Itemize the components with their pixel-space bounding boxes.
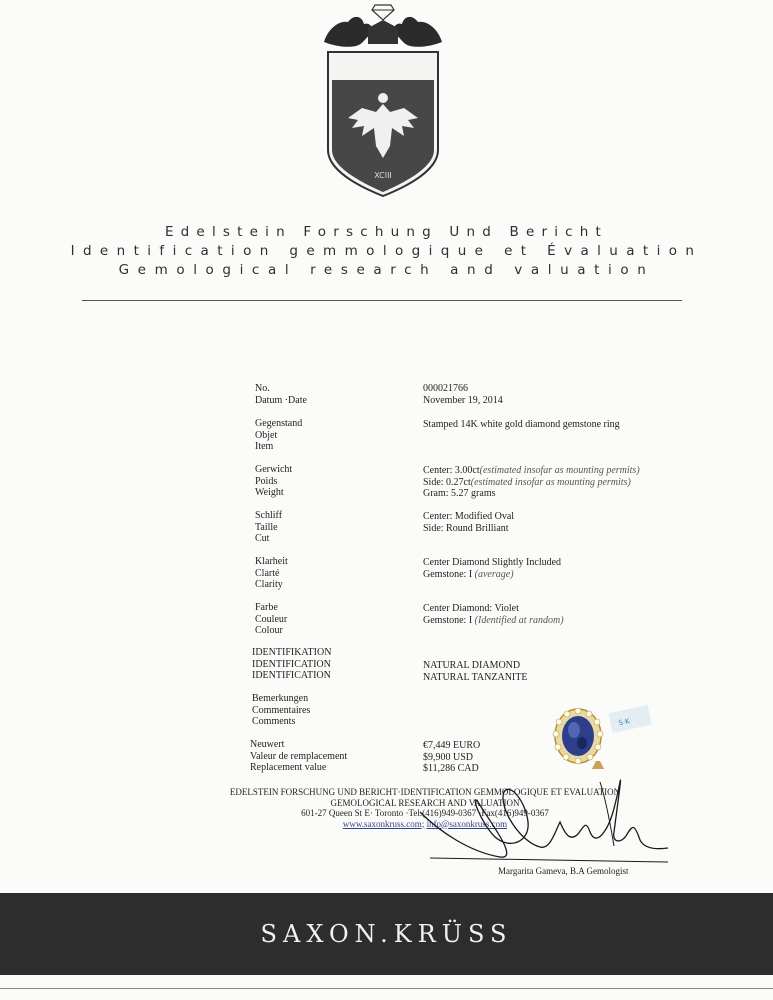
colour-center: Center Diamond: Violet — [423, 603, 519, 614]
identification-label-fr: IDENTIFICATION — [252, 658, 331, 670]
cut-side: Side: Round Brilliant — [423, 522, 509, 534]
weight-labels — [255, 464, 292, 499]
header-french: Identification gemmologique et Évaluation — [70, 243, 703, 259]
weight-label-en: Weight — [255, 487, 284, 498]
cut-label-en: Cut — [255, 533, 270, 544]
header-english: Gemological research and valuation — [118, 262, 655, 278]
colour-gemstone-note: (Identified at random) — [474, 614, 564, 626]
identification-labels — [252, 647, 331, 682]
colour-gemstone: Gemstone: I — [423, 614, 473, 626]
crest-logo — [318, 0, 448, 205]
email-link[interactable]: info@saxonkruss.com — [426, 818, 508, 829]
item-value: Stamped 14K white gold diamond gemstone ring — [423, 419, 620, 430]
cut-label-fr: Taille — [255, 521, 278, 533]
crest-numeral: XCIII — [374, 171, 392, 180]
value-usd: $9,900 USD — [423, 751, 474, 763]
footer-company-name: EDELSTEIN FORSCHUNG UND BERICHT·IDENTIFICATION GEMMOLOGIQUE ET EVALUATION — [229, 787, 621, 797]
bottom-divider — [0, 988, 773, 989]
identification-diamond: NATURAL DIAMOND — [423, 660, 521, 671]
weight-side-note: (estimated insofar as mounting permits) — [470, 476, 631, 488]
weight-values — [423, 465, 640, 500]
cut-values — [423, 511, 514, 534]
clarity-values — [423, 557, 561, 580]
clarity-center: Center Diamond Slightly Included — [423, 557, 562, 568]
weight-label-fr: Poids — [255, 475, 278, 487]
colour-label-de: Farbe — [255, 602, 278, 613]
header-german: Edelstein Forschung Und Bericht — [164, 224, 609, 240]
comments-labels — [252, 693, 310, 728]
weight-center: Center: 3.00ct — [423, 465, 480, 476]
footer-address: 601-27 Queen St E· Toronto ·Tel.(416)949-0367 ·Fax(416)949-0367 — [301, 808, 549, 818]
header-divider — [82, 300, 682, 301]
replacement-label-de: Neuwert — [250, 739, 285, 750]
replacement-label-fr: Valeur de remplacement — [250, 750, 348, 762]
item-labels — [255, 418, 302, 453]
svg-text:S·K: S·K — [617, 717, 631, 728]
weight-gram: Gram: 5.27 grams — [423, 488, 496, 499]
colour-label-fr: Couleur — [255, 613, 288, 625]
comments-label-de: Bemerkungen — [252, 693, 309, 704]
clarity-label-de: Klarheit — [255, 556, 288, 567]
weight-label-de: Gerwicht — [255, 464, 293, 475]
colour-labels — [255, 602, 287, 637]
footer-tagline: GEMOLOGICAL RESEARCH AND VALUATION — [330, 797, 520, 808]
clarity-gemstone-note: (average) — [474, 568, 514, 580]
number-values — [423, 383, 503, 406]
colour-values — [423, 603, 564, 626]
clarity-labels — [255, 556, 288, 591]
weight-side: Side: 0.27ct — [423, 476, 471, 488]
colour-label-en: Colour — [255, 625, 283, 636]
gemologist-name: Margarita Gameva, B.A Gemologist — [498, 866, 629, 876]
website-link[interactable]: www.saxonkruss.com; — [342, 818, 425, 829]
identification-label-de: IDENTIFIKATION — [252, 647, 332, 658]
identification-label-en: IDENTIFICATION — [252, 670, 331, 681]
clarity-label-fr: Clarté — [255, 567, 280, 579]
identification-values — [423, 660, 527, 683]
replacement-labels — [250, 739, 347, 774]
item-label-en: Item — [255, 441, 274, 452]
identification-tanzanite: NATURAL TANZANITE — [423, 671, 528, 683]
cut-labels — [255, 510, 282, 545]
report-date: November 19, 2014 — [423, 394, 503, 406]
replacement-label-en: Replacement value — [250, 762, 327, 773]
value-euro: €7,449 EURO — [423, 740, 481, 751]
comments-label-fr: Commentaires — [252, 704, 311, 716]
date-label: Datum ·Date — [255, 394, 307, 406]
report-number: 000021766 — [423, 383, 468, 394]
cut-label-de: Schliff — [255, 510, 283, 521]
item-label-fr: Objet — [255, 429, 278, 441]
number-label: No. — [255, 383, 270, 394]
cut-center: Center: Modified Oval — [423, 511, 515, 522]
clarity-label-en: Clarity — [255, 579, 283, 590]
clarity-gemstone: Gemstone: I — [423, 568, 473, 580]
item-label-de: Gegenstand — [255, 418, 303, 429]
value-cad: $11,286 CAD — [423, 763, 479, 774]
gemologist-signature — [400, 762, 680, 882]
brand-wordmark: SAXON.KRÜSS — [260, 920, 513, 948]
weight-center-note: (estimated insofar as mounting permits) — [479, 465, 640, 476]
number-labels — [255, 383, 307, 406]
comments-label-en: Comments — [252, 716, 296, 727]
